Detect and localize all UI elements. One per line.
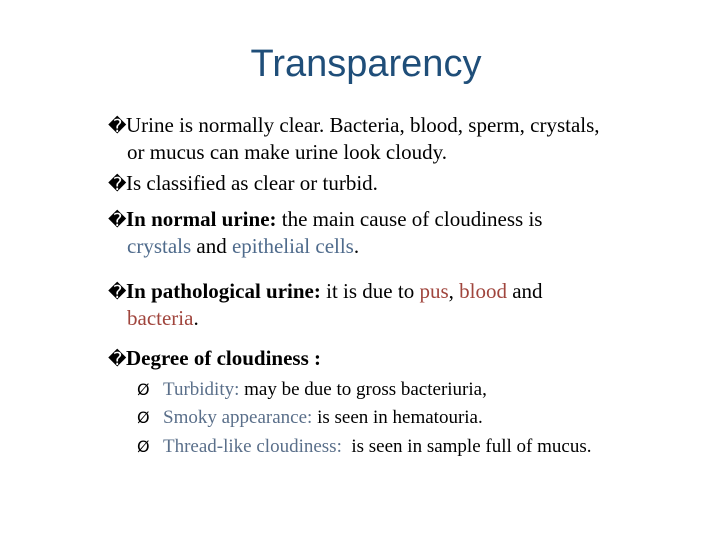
bullet-glyph: �	[108, 349, 127, 370]
bullet-glyph: �	[108, 174, 127, 195]
sub-item-thread-like	[137, 435, 591, 459]
bullet-heading: In normal urine:	[126, 207, 277, 231]
bullet-text: .	[193, 306, 199, 330]
bullet-text: Is classified as clear or turbid.	[126, 171, 378, 195]
bullet-text: the main cause of cloudiness is	[276, 207, 543, 231]
sub-text: may be due to gross bacteriuria,	[239, 379, 487, 400]
bullet-normal-urine	[108, 206, 542, 234]
bullet-heading: In pathological urine:	[126, 279, 321, 303]
term-bacteria: bacteria	[127, 306, 194, 330]
bullet-glyph: �	[108, 116, 127, 137]
bullet-text: .	[353, 234, 360, 258]
term-pus: pus	[419, 279, 449, 303]
bullet-text: or mucus can make urine look cloudy.	[127, 140, 447, 164]
term-epithelial-cells: epithelial cells	[231, 234, 354, 258]
arrow-bullet-icon: Ø	[137, 408, 150, 427]
bullet-continuation	[127, 139, 447, 165]
slide-title: Transparency	[250, 43, 482, 85]
bullet-text: and	[506, 279, 543, 303]
sub-text: is seen in hematouria.	[312, 407, 483, 428]
bullet-continuation	[127, 233, 359, 259]
arrow-bullet-icon: Ø	[137, 380, 150, 399]
sub-item-turbidity	[137, 378, 487, 402]
bullet-urine-clear	[108, 112, 600, 140]
sub-item-smoky	[137, 406, 483, 430]
sub-term: Thread-like cloudiness:	[163, 436, 342, 457]
bullet-glyph: �	[108, 282, 127, 303]
bullet-classified	[108, 170, 378, 198]
bullet-continuation	[127, 305, 199, 331]
term-crystals: crystals	[127, 234, 192, 258]
sub-term: Smoky appearance:	[163, 407, 313, 428]
bullet-heading: Degree of cloudiness :	[126, 346, 321, 370]
bullet-degree-cloudiness	[108, 345, 321, 373]
bullet-pathological-urine	[108, 278, 543, 306]
arrow-bullet-icon: Ø	[137, 437, 150, 456]
bullet-text: it is due to	[320, 279, 420, 303]
term-blood: blood	[459, 279, 507, 303]
bullet-text: and	[191, 234, 232, 258]
bullet-text: ,	[448, 279, 460, 303]
bullet-text: Urine is normally clear. Bacteria, blood, sperm, crystals,	[126, 113, 600, 137]
bullet-glyph: �	[108, 210, 127, 231]
sub-text: is seen in sample full of mucus.	[341, 436, 592, 457]
sub-term: Turbidity:	[163, 379, 240, 400]
